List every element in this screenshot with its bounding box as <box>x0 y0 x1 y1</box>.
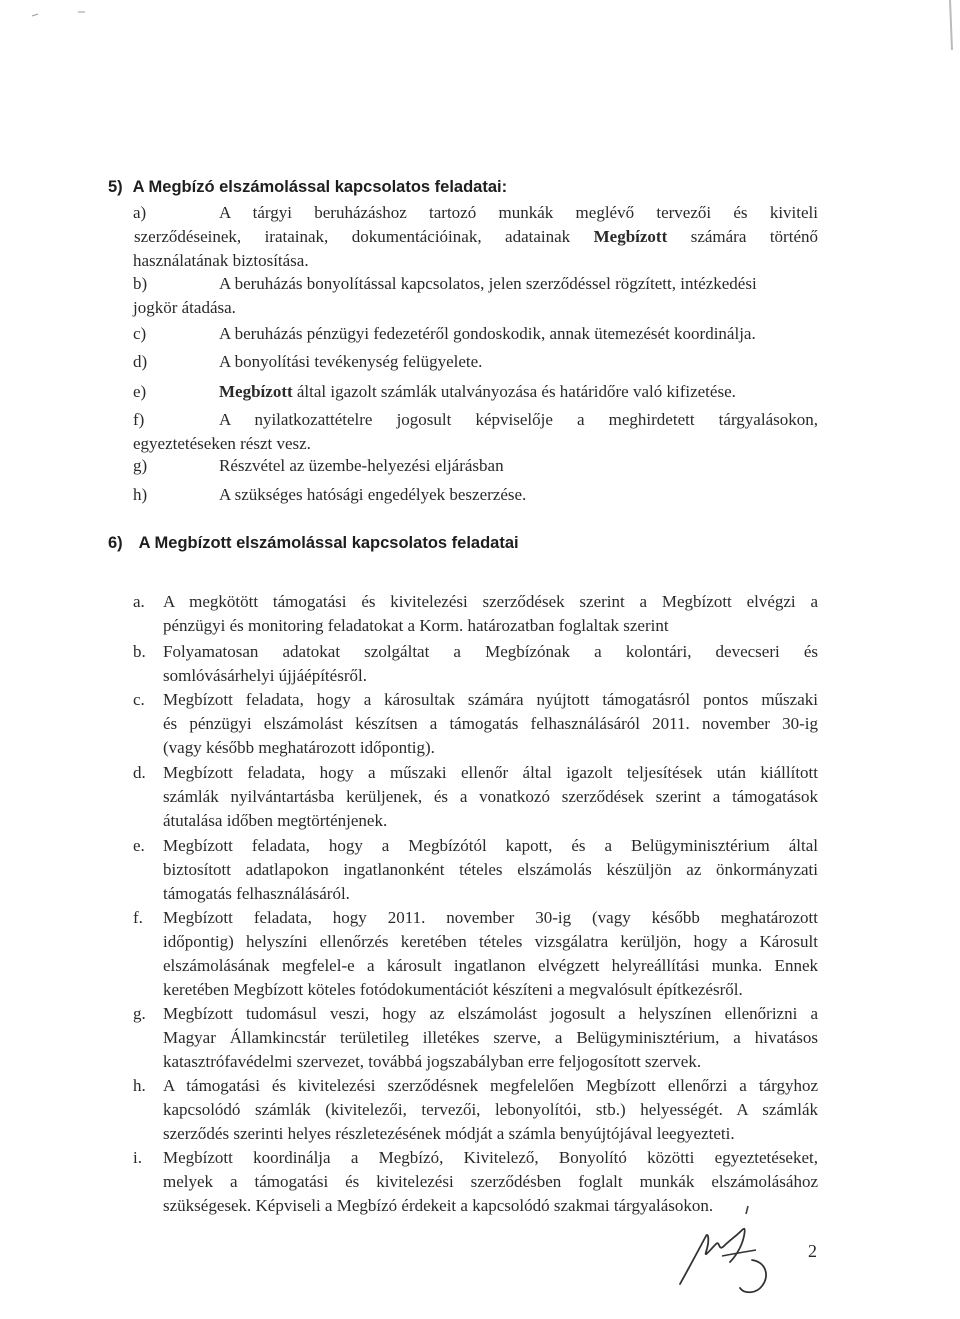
item-label: a. <box>133 592 145 611</box>
list-item <box>133 590 818 638</box>
scan-mark-icon <box>30 8 90 20</box>
item-label: c) <box>133 324 147 343</box>
item-text: átutalása időben megtörténjenek. <box>163 811 388 830</box>
item-label: c. <box>133 690 145 709</box>
list-item <box>133 380 833 404</box>
item-text: használatának biztosítása. <box>133 251 309 270</box>
item-text: támogatás felhasználásáról. <box>163 884 350 903</box>
item-text: A beruházás pénzügyi fedezetéről gondoskodik, annak ütemezését koordinálja. <box>219 324 756 343</box>
item-text: A beruházás bonyolítással kapcsolatos, jelen szerződéssel rögzített, intézkedési <box>219 274 757 293</box>
item-text: melyek a támogatási és kivitelezési szerződésben foglalt munkák elszámolásához <box>163 1172 818 1191</box>
list-item <box>133 483 833 507</box>
item-text: A megkötött támogatási és kivitelezési szerződések szerint a Megbízott elvégzi a <box>163 592 818 611</box>
item-text: somlóvásárhelyi újjáépítésről. <box>163 666 367 685</box>
item-text: kapcsolódó számlák (kivitelezői, tervezői, lebonyolítói, stb.) helyességét. A számlák <box>163 1100 818 1119</box>
section-5-heading <box>108 178 507 197</box>
item-text-bold: Megbízott <box>593 227 668 246</box>
item-text: időpontig) helyszíni ellenőrzés keretében tételes vizsgálatra kerüljön, hogy a Károsult <box>163 932 818 951</box>
list-item <box>133 906 818 1002</box>
list-item <box>133 834 818 906</box>
item-label: f. <box>133 908 143 927</box>
item-label: g) <box>133 456 148 475</box>
list-item <box>133 640 818 688</box>
item-text: A nyilatkozattételre jogosult képviselője a meghirdetett tárgyalásokon, <box>219 410 818 429</box>
item-text-part: által igazolt számlák utalványozása és határidőre való kifizetése. <box>292 382 736 401</box>
item-text: Megbízott feladata, hogy a károsultak számára nyújtott támogatásról pontos műszaki <box>163 690 818 709</box>
list-item <box>133 1002 818 1074</box>
item-text: szerződés szerinti helyes részletezésének módját a számla benyújtójával leegyezteti. <box>163 1124 735 1143</box>
list-item <box>133 454 833 478</box>
item-text: Megbízott tudomásul veszi, hogy az elszámolást jogosult a helyszínen ellenőrizni a <box>163 1004 818 1023</box>
item-text: és pénzügyi elszámolást készítsen a támogatás felhasználásáról 2011. november 30-ig <box>163 714 818 733</box>
section-5-number: 5) <box>108 178 123 196</box>
item-label: g. <box>133 1004 146 1023</box>
item-text: A tárgyi beruházáshoz tartozó munkák meglévő tervezői és kiviteli <box>219 203 818 222</box>
item-text: Megbízott feladata, hogy a Megbízótól kapott, és a Belügyminisztérium által <box>163 836 818 855</box>
item-text: katasztrófavédelmi szervezet, továbbá jogszabályban erre feljogosított szervek. <box>163 1052 702 1071</box>
item-text-part: szerződéseinek, iratainak, dokumentációinak, adatainak <box>134 227 594 246</box>
item-text: Megbízott koordinálja a Megbízó, Kivitelező, Bonyolító közötti egyeztetéseket, <box>163 1148 818 1167</box>
item-text: pénzügyi és monitoring feladatokat a Korm. határozatban foglaltak szerint <box>163 616 669 635</box>
item-text: számlák nyilvántartásba kerüljenek, és a vonatkozó szerződések szerint a támogatások <box>163 787 818 806</box>
list-item <box>133 688 818 760</box>
list-item <box>133 322 833 346</box>
item-label: h. <box>133 1076 146 1095</box>
item-label: d) <box>133 352 148 371</box>
item-text: A szükséges hatósági engedélyek beszerzése. <box>219 485 527 504</box>
section-6-number: 6) <box>108 534 123 552</box>
item-text: keretében Megbízott köteles fotódokumentációt készíteni a megvalósult építkezésről. <box>163 980 743 999</box>
item-label: d. <box>133 763 146 782</box>
item-text: Folyamatosan adatokat szolgáltat a Megbízónak a kolontári, devecseri és <box>163 642 818 661</box>
item-text: egyeztetéseken részt vesz. <box>133 434 311 453</box>
item-label: h) <box>133 485 148 504</box>
item-label: e. <box>133 836 145 855</box>
item-text: A támogatási és kivitelezési szerződésnek megfelelően Megbízott ellenőrzi a tárgyhoz <box>163 1076 818 1095</box>
item-label: b. <box>133 642 146 661</box>
list-item <box>133 761 818 833</box>
item-text: A bonyolítási tevékenység felügyelete. <box>219 352 483 371</box>
item-text: Megbízott feladata, hogy 2011. november 30-ig (vagy később meghatározott <box>163 908 818 927</box>
signature-icon <box>670 1196 780 1306</box>
item-text: szükségesek. Képviseli a Megbízó érdekeit a kapcsolódó szakmai tárgyalásokon. <box>163 1196 714 1215</box>
item-label: e) <box>133 382 147 401</box>
item-text-bold: Megbízott <box>219 382 293 401</box>
item-label: b) <box>133 274 148 293</box>
item-text-part: számára történő <box>667 227 818 246</box>
item-text: biztosított adatlapokon ingatlanonként tételes elszámolás készüljön az önkormányzati <box>163 860 818 879</box>
list-item <box>133 272 818 320</box>
section-6-title: A Megbízott elszámolással kapcsolatos feladatai <box>138 534 519 552</box>
item-text: Magyar Államkincstár területileg illetékes szerve, a Belügyminisztérium, a hivatásos <box>163 1028 818 1047</box>
item-text: (vagy később meghatározott időpontig). <box>163 738 435 757</box>
item-text <box>134 225 818 249</box>
item-label: a) <box>133 203 147 222</box>
item-text: jogkör átadása. <box>133 298 236 317</box>
item-text: elszámolásának megfelel-e a károsult ingatlanon elvégzett helyreállítási munka. Ennek <box>163 956 818 975</box>
section-5-title: A Megbízó elszámolással kapcsolatos feladatai: <box>132 178 508 196</box>
scan-mark-icon <box>930 0 960 60</box>
list-item <box>133 1074 818 1146</box>
section-6-heading <box>108 534 519 553</box>
item-text <box>133 380 833 404</box>
page-number: 2 <box>808 1241 817 1261</box>
item-label: i. <box>133 1148 142 1167</box>
item-label: f) <box>133 410 145 429</box>
list-item <box>133 350 833 374</box>
item-text: Részvétel az üzembe-helyezési eljárásban <box>219 456 504 475</box>
item-text: Megbízott feladata, hogy a műszaki ellenőr által igazolt teljesítések után kiállított <box>163 763 818 782</box>
list-item <box>133 201 818 273</box>
list-item <box>133 408 818 456</box>
